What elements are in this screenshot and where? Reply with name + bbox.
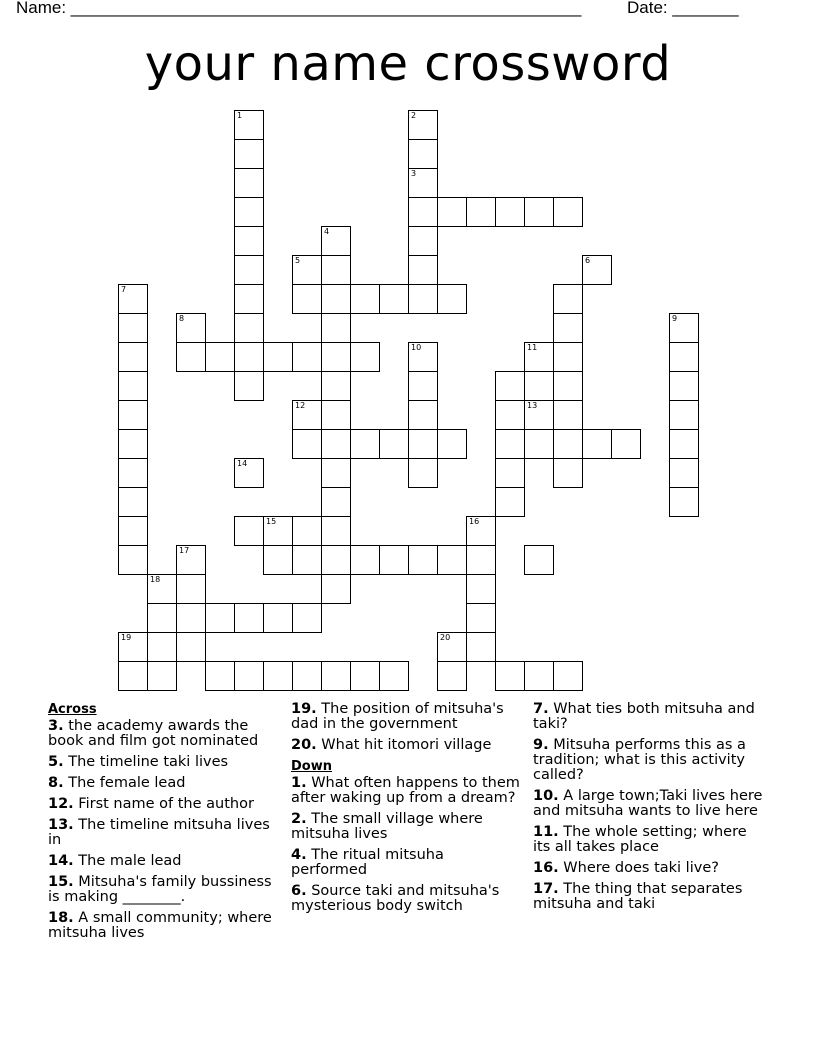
grid-cell[interactable] (350, 661, 380, 691)
clue-number: 11 (527, 343, 538, 352)
clue-item-number: 6. (291, 883, 307, 899)
grid-cell[interactable] (350, 545, 380, 575)
grid-cell[interactable] (263, 545, 293, 575)
clue-item (48, 875, 280, 905)
grid-cell[interactable] (524, 197, 554, 227)
clue-item (48, 911, 280, 941)
grid-cell[interactable] (118, 313, 148, 343)
grid-cell[interactable] (321, 487, 351, 517)
grid-cell[interactable] (553, 197, 583, 227)
grid-cell[interactable] (524, 342, 554, 372)
grid-cell[interactable] (350, 342, 380, 372)
grid-cell[interactable] (553, 429, 583, 459)
grid-cell[interactable] (408, 226, 438, 256)
grid-cell[interactable] (466, 516, 496, 546)
grid-cell[interactable] (524, 429, 554, 459)
grid-cell[interactable] (292, 429, 322, 459)
clue-item-number: 15. (48, 874, 74, 890)
grid-cell[interactable] (669, 429, 699, 459)
grid-cell[interactable] (263, 516, 293, 546)
clue-item-text: The male lead (73, 853, 182, 869)
clue-number: 4 (324, 227, 330, 236)
clue-item-text: The thing that separates mitsuha and taki (533, 881, 743, 912)
grid-cell[interactable] (437, 197, 467, 227)
clue-item-text: What hit itomori village (316, 737, 492, 753)
clue-item-number: 3. (48, 718, 64, 734)
clue-item-text: The timeline taki lives (63, 754, 229, 770)
clue-item (48, 797, 280, 812)
clue-item-text: The small village where mitsuha lives (291, 811, 483, 842)
grid-cell[interactable] (234, 313, 264, 343)
grid-cell[interactable] (669, 371, 699, 401)
grid-cell[interactable] (669, 458, 699, 488)
clue-number: 10 (411, 343, 422, 352)
grid-cell[interactable] (321, 400, 351, 430)
clues-column-1 (48, 702, 280, 947)
grid-cell[interactable] (118, 632, 148, 662)
grid-cell[interactable] (234, 226, 264, 256)
grid-cell[interactable] (495, 400, 525, 430)
clue-item-text: What ties both mitsuha and taki? (533, 701, 755, 732)
grid-cell[interactable] (234, 342, 264, 372)
clue-number: 9 (672, 314, 678, 323)
grid-cell[interactable] (524, 400, 554, 430)
grid-cell[interactable] (408, 371, 438, 401)
grid-cell[interactable] (176, 632, 206, 662)
grid-cell[interactable] (321, 545, 351, 575)
clue-item-text: the academy awards the book and film got nominated (48, 718, 259, 749)
clue-item (533, 702, 765, 732)
grid-cell[interactable] (118, 284, 148, 314)
clue-item-number: 4. (291, 847, 307, 863)
clue-number: 7 (121, 285, 127, 294)
clue-item (291, 848, 523, 878)
clue-item (291, 776, 523, 806)
name-field-label: Name: ______________________________________________________ (16, 0, 582, 17)
grid-cell[interactable] (437, 661, 467, 691)
grid-cell[interactable] (205, 603, 235, 633)
clue-number: 17 (179, 546, 190, 555)
grid-cell[interactable] (292, 603, 322, 633)
grid-cell[interactable] (553, 342, 583, 372)
clue-item (291, 702, 523, 732)
grid-cell[interactable] (176, 342, 206, 372)
grid-cell[interactable] (292, 545, 322, 575)
clue-item-text: The ritual mitsuha performed (291, 847, 444, 878)
grid-cell[interactable] (263, 661, 293, 691)
grid-cell[interactable] (495, 661, 525, 691)
clue-item-number: 19. (291, 701, 317, 717)
grid-cell[interactable] (321, 226, 351, 256)
grid-cell[interactable] (321, 661, 351, 691)
grid-cell[interactable] (437, 284, 467, 314)
grid-cell[interactable] (524, 661, 554, 691)
grid-cell[interactable] (553, 313, 583, 343)
clue-number: 8 (179, 314, 185, 323)
grid-cell[interactable] (611, 429, 641, 459)
clue-item (291, 738, 523, 753)
clue-item-text: What often happens to them after waking up from a dream? (291, 775, 520, 806)
grid-cell[interactable] (292, 516, 322, 546)
clue-item-number: 18. (48, 910, 74, 926)
clue-item-text: The whole setting; where its all takes place (533, 824, 747, 855)
puzzle-title: your name crossword (144, 36, 672, 92)
clue-item-text: The position of mitsuha's dad in the government (291, 701, 504, 732)
grid-cell[interactable] (234, 255, 264, 285)
grid-cell[interactable] (553, 371, 583, 401)
clue-item (533, 825, 765, 855)
clue-number: 1 (237, 111, 243, 120)
clue-item (48, 776, 280, 791)
clue-item-text: The timeline mitsuha lives in (48, 817, 270, 848)
across-clue-list (48, 719, 280, 941)
clue-item (533, 789, 765, 819)
grid-cell[interactable] (234, 110, 264, 140)
grid-cell[interactable] (408, 168, 438, 198)
grid-cell[interactable] (350, 429, 380, 459)
clue-item (48, 719, 280, 749)
grid-cell[interactable] (408, 458, 438, 488)
grid-cell[interactable] (147, 661, 177, 691)
grid-cell[interactable] (553, 284, 583, 314)
grid-cell[interactable] (437, 429, 467, 459)
clue-number: 20 (440, 633, 451, 642)
grid-cell[interactable] (176, 545, 206, 575)
grid-cell[interactable] (234, 284, 264, 314)
grid-cell[interactable] (466, 545, 496, 575)
grid-cell[interactable] (437, 632, 467, 662)
grid-cell[interactable] (408, 429, 438, 459)
clue-number: 2 (411, 111, 417, 120)
grid-cell[interactable] (147, 603, 177, 633)
grid-cell[interactable] (408, 139, 438, 169)
grid-cell[interactable] (263, 342, 293, 372)
grid-cell[interactable] (437, 545, 467, 575)
clue-item-number: 5. (48, 754, 64, 770)
clue-number: 5 (295, 256, 301, 265)
grid-cell[interactable] (582, 255, 612, 285)
across-clue-list-continued (291, 702, 523, 753)
grid-cell[interactable] (321, 342, 351, 372)
grid-cell[interactable] (466, 632, 496, 662)
grid-cell[interactable] (321, 284, 351, 314)
grid-cell[interactable] (234, 139, 264, 169)
clue-number: 16 (469, 517, 480, 526)
grid-cell[interactable] (408, 342, 438, 372)
grid-cell[interactable] (118, 400, 148, 430)
grid-cell[interactable] (118, 516, 148, 546)
clue-item (533, 738, 765, 783)
clue-item (48, 818, 280, 848)
clue-item-number: 12. (48, 796, 74, 812)
grid-cell[interactable] (263, 603, 293, 633)
grid-cell[interactable] (495, 371, 525, 401)
clue-item-number: 2. (291, 811, 307, 827)
clue-item-number: 8. (48, 775, 64, 791)
grid-cell[interactable] (669, 487, 699, 517)
clue-number: 12 (295, 401, 306, 410)
clue-number: 18 (150, 575, 161, 584)
clue-item (291, 884, 523, 914)
grid-cell[interactable] (379, 284, 409, 314)
grid-cell[interactable] (553, 400, 583, 430)
clue-item-text: Where does taki live? (558, 860, 719, 876)
down-heading: Down (291, 759, 332, 774)
grid-cell[interactable] (205, 661, 235, 691)
grid-cell[interactable] (292, 255, 322, 285)
grid-cell[interactable] (321, 429, 351, 459)
clue-number: 19 (121, 633, 132, 642)
grid-cell[interactable] (118, 429, 148, 459)
grid-cell[interactable] (118, 342, 148, 372)
clue-item (48, 755, 280, 770)
grid-cell[interactable] (408, 110, 438, 140)
clue-item-number: 16. (533, 860, 559, 876)
grid-cell[interactable] (379, 661, 409, 691)
grid-cell[interactable] (466, 574, 496, 604)
grid-cell[interactable] (495, 458, 525, 488)
grid-cell[interactable] (408, 197, 438, 227)
clue-item-number: 20. (291, 737, 317, 753)
grid-cell[interactable] (408, 545, 438, 575)
clue-number: 6 (585, 256, 591, 265)
grid-cell[interactable] (669, 400, 699, 430)
down-clue-list (291, 776, 523, 914)
grid-cell[interactable] (321, 313, 351, 343)
grid-cell[interactable] (408, 284, 438, 314)
grid-cell[interactable] (234, 168, 264, 198)
across-heading: Across (48, 702, 97, 717)
clue-item-number: 14. (48, 853, 74, 869)
grid-cell[interactable] (292, 661, 322, 691)
clue-item-number: 10. (533, 788, 559, 804)
grid-cell[interactable] (234, 603, 264, 633)
grid-cell[interactable] (553, 458, 583, 488)
grid-cell[interactable] (147, 574, 177, 604)
clue-item-number: 9. (533, 737, 549, 753)
grid-cell[interactable] (292, 342, 322, 372)
clue-item-text: A small community; where mitsuha lives (48, 910, 272, 941)
clue-item (533, 861, 765, 876)
clue-number: 3 (411, 169, 417, 178)
grid-cell[interactable] (234, 661, 264, 691)
clue-item-number: 7. (533, 701, 549, 717)
clue-item-text: A large town;Taki lives here and mitsuha wants to live here (533, 788, 763, 819)
grid-cell[interactable] (321, 574, 351, 604)
clue-number: 14 (237, 459, 248, 468)
clue-item-text: The female lead (63, 775, 186, 791)
grid-cell[interactable] (321, 255, 351, 285)
grid-cell[interactable] (234, 371, 264, 401)
grid-cell[interactable] (669, 313, 699, 343)
grid-cell[interactable] (495, 429, 525, 459)
clue-item-text: Mitsuha's family bussiness is making ________. (48, 874, 272, 905)
grid-cell[interactable] (118, 458, 148, 488)
clue-item (48, 854, 280, 869)
clues-column-2 (291, 702, 523, 920)
clue-item-number: 11. (533, 824, 559, 840)
grid-cell[interactable] (176, 313, 206, 343)
grid-cell[interactable] (234, 458, 264, 488)
grid-cell[interactable] (553, 661, 583, 691)
grid-cell[interactable] (408, 255, 438, 285)
date-field-label: Date: _______ (627, 0, 739, 17)
clue-item (291, 812, 523, 842)
grid-cell[interactable] (669, 342, 699, 372)
grid-cell[interactable] (495, 487, 525, 517)
grid-cell[interactable] (118, 661, 148, 691)
clue-item-text: Source taki and mitsuha's mysterious body switch (291, 883, 500, 914)
grid-cell[interactable] (379, 429, 409, 459)
clue-item-number: 17. (533, 881, 559, 897)
grid-cell[interactable] (205, 342, 235, 372)
grid-cell[interactable] (321, 516, 351, 546)
clue-item-text: First name of the author (73, 796, 254, 812)
grid-cell[interactable] (292, 284, 322, 314)
grid-cell[interactable] (321, 371, 351, 401)
clue-number: 13 (527, 401, 538, 410)
clue-item (533, 882, 765, 912)
grid-cell[interactable] (321, 458, 351, 488)
clues-column-3 (533, 702, 765, 918)
down-clue-list-continued (533, 702, 765, 912)
grid-cell[interactable] (118, 487, 148, 517)
grid-cell[interactable] (118, 371, 148, 401)
grid-cell[interactable] (582, 429, 612, 459)
clue-number: 15 (266, 517, 277, 526)
grid-cell[interactable] (466, 603, 496, 633)
clue-item-text: Mitsuha performs this as a tradition; what is this activity called? (533, 737, 746, 783)
grid-cell[interactable] (292, 400, 322, 430)
clue-item-number: 1. (291, 775, 307, 791)
grid-cell[interactable] (118, 545, 148, 575)
grid-cell[interactable] (234, 516, 264, 546)
clue-item-number: 13. (48, 817, 74, 833)
grid-cell[interactable] (524, 545, 554, 575)
grid-cell[interactable] (495, 197, 525, 227)
grid-cell[interactable] (176, 574, 206, 604)
grid-cell[interactable] (408, 400, 438, 430)
grid-cell[interactable] (234, 197, 264, 227)
grid-cell[interactable] (176, 603, 206, 633)
grid-cell[interactable] (379, 545, 409, 575)
grid-cell[interactable] (466, 197, 496, 227)
grid-cell[interactable] (350, 284, 380, 314)
